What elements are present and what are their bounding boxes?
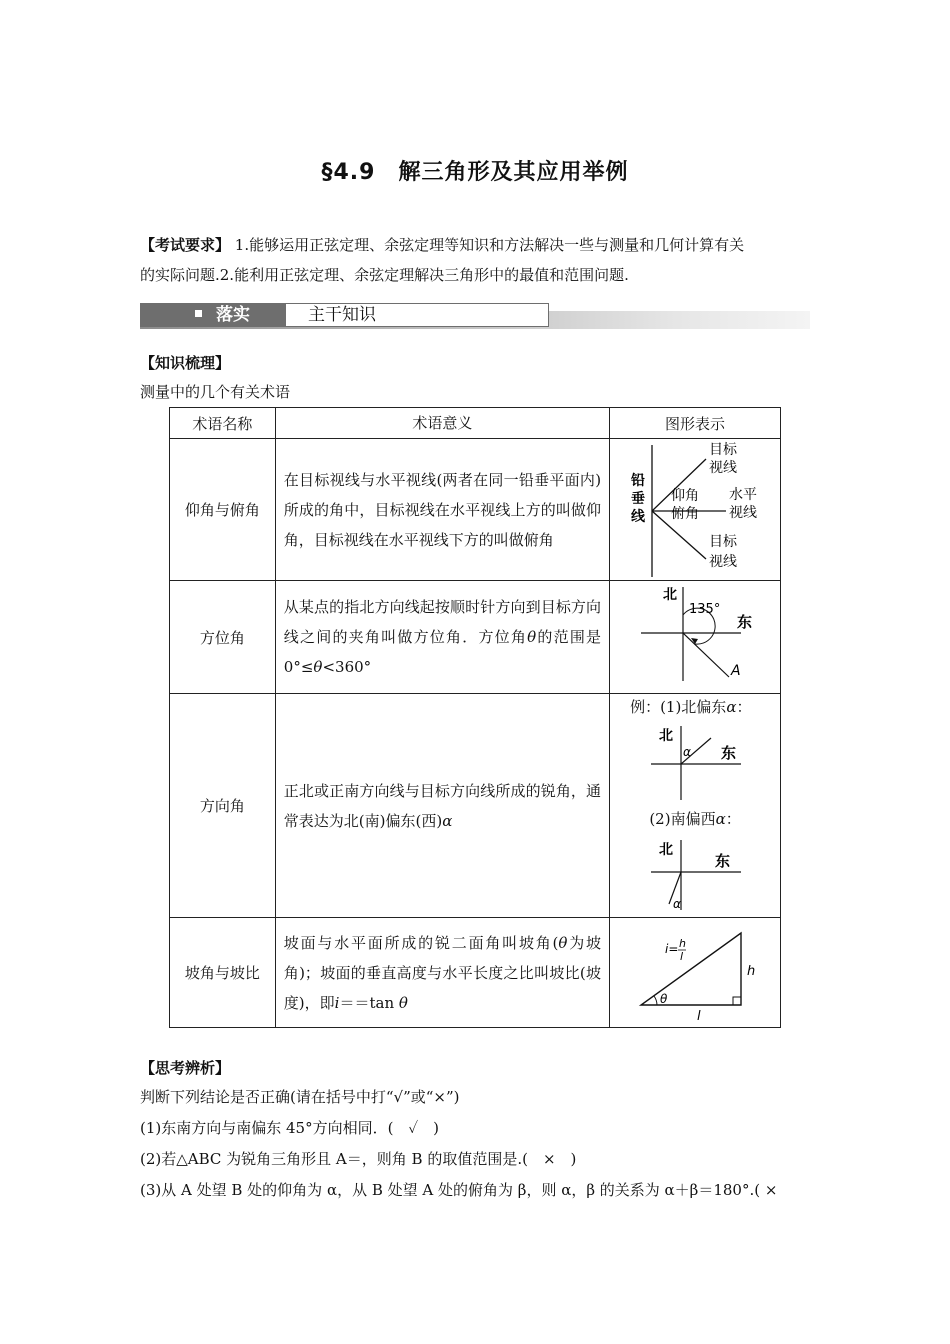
southwest-diagram: [611, 834, 779, 914]
table-header-row: [170, 408, 781, 439]
bracket-close: ): [555, 1150, 577, 1168]
colon-text: ：: [736, 698, 752, 716]
fraction-l: l: [680, 949, 684, 963]
figure-elevation: [610, 439, 781, 581]
term-name: 坡角与坡比: [170, 918, 276, 1028]
target-bottom-1: 目标: [709, 534, 738, 550]
meaning-text: 从某点的指北方向线起按顺时针方向到目标方向线之间的夹角叫做方位角．方位角: [283, 598, 602, 646]
elevation-label: 仰角: [671, 488, 700, 504]
meaning-text: 的范围是 0°≤: [283, 628, 602, 676]
depression-label: 俯角: [671, 506, 700, 522]
table-row: [170, 581, 781, 694]
east-label: 东: [737, 613, 753, 631]
alpha-symbol: α: [715, 810, 726, 828]
l-label: l: [697, 1008, 701, 1023]
term-meaning: [275, 581, 609, 694]
term-meaning: [275, 918, 609, 1028]
i-label: i=: [665, 941, 679, 956]
banner-light-tab: [285, 303, 549, 327]
east-label: 东: [715, 852, 731, 870]
point-a-label: A: [731, 663, 741, 679]
fraction-h: h: [679, 936, 687, 950]
answer-mark: ✓: [408, 1119, 419, 1137]
page-title: §4.9 解三角形及其应用举例: [321, 160, 629, 185]
table-row: [170, 694, 781, 918]
question-text: (1)东南方向与南偏东 45°方向相同．(: [140, 1119, 409, 1137]
answer-mark: ×: [542, 1150, 556, 1168]
plumb-char-1: 铅: [631, 473, 646, 489]
theta-label: θ: [660, 991, 668, 1006]
banner-dark-label: 落实: [216, 305, 250, 325]
header-name: 术语名称: [170, 408, 276, 439]
plumb-char-2: 垂: [631, 491, 646, 507]
meaning-text: <360°: [322, 658, 372, 676]
terms-table: [169, 407, 781, 1028]
requirement-label: 【考试要求】: [140, 236, 231, 254]
answer-mark: ×: [764, 1181, 778, 1199]
north-label: 北: [659, 842, 674, 858]
example1-text: 例：(1)北偏东: [630, 698, 727, 716]
example1-label: [610, 694, 780, 720]
header-meaning: 术语意义: [275, 408, 609, 439]
figure-azimuth: [610, 581, 781, 694]
thinking-intro: 判断下列结论是否正确(请在括号中打“√”或“×”): [140, 1088, 460, 1106]
knowledge-heading: 【知识梳理】: [140, 354, 231, 372]
colon-text: ：: [725, 810, 741, 828]
bracket-close: ): [418, 1119, 440, 1137]
knowledge-intro: 测量中的几个有关术语: [140, 383, 291, 401]
term-meaning: [275, 694, 609, 918]
northeast-diagram: [611, 720, 779, 804]
thinking-heading: 【思考辨析】: [140, 1059, 231, 1077]
angle-label: 135°: [689, 602, 721, 617]
example2-label: [610, 804, 780, 834]
target-top-2: 视线: [709, 460, 738, 476]
target-bottom-2: 视线: [709, 554, 738, 570]
question-text: (2)若△ABC 为锐角三角形且 A＝，则角 B 的取值范围是.(: [140, 1150, 543, 1168]
header-figure: 图形表示: [610, 408, 781, 439]
target-top-1: 目标: [709, 442, 738, 458]
term-name: 仰角与俯角: [170, 439, 276, 581]
list-item: [140, 1179, 777, 1200]
i-symbol: i: [334, 993, 340, 1012]
alpha-label: α: [683, 745, 691, 759]
theta-symbol: θ: [527, 628, 537, 646]
horizontal-1: 水平: [729, 487, 758, 503]
table-row: [170, 918, 781, 1028]
exam-requirement: [140, 230, 812, 290]
meaning-text: 正北或正南方向线与目标方向线所成的锐角，通常表达为北(南)偏东(西): [283, 781, 602, 830]
table-row: [170, 439, 781, 581]
horizontal-2: 视线: [729, 505, 758, 521]
figure-slope: [610, 918, 781, 1028]
meaning-text: ＝＝tan: [339, 993, 395, 1012]
section-banner: [140, 303, 810, 329]
alpha-symbol: α: [442, 811, 453, 830]
term-meaning: 在目标视线与水平视线(两者在同一铅垂平面内)所成的角中，目标视线在水平视线上方的叫做仰角，目标视线在水平视线下方的叫做俯角: [275, 439, 609, 581]
alpha-label: α: [673, 897, 681, 911]
list-item: [140, 1117, 439, 1138]
meaning-text: 为坡角)；坡面的垂直高度与水平长度之比叫坡比(坡度)，即: [283, 933, 602, 1012]
plumb-char-3: 线: [631, 509, 646, 525]
theta-symbol: θ: [558, 933, 568, 952]
azimuth-diagram: [611, 581, 779, 691]
theta-symbol: θ: [313, 658, 323, 676]
h-label: h: [747, 963, 756, 979]
figure-direction: [610, 694, 781, 918]
list-item: [140, 1148, 576, 1169]
slope-diagram: [611, 923, 779, 1023]
east-label: 东: [721, 744, 737, 762]
meaning-text: 坡面与水平面所成的锐二面角叫坡角(: [283, 933, 559, 952]
theta-symbol: θ: [398, 993, 408, 1012]
example2-text: (2)南偏西: [649, 810, 716, 828]
north-label: 北: [659, 728, 674, 744]
alpha-symbol: α: [726, 698, 737, 716]
requirement-text-2: 的实际问题.2.能利用正弦定理、余弦定理解决三角形中的最值和范围问题.: [140, 266, 629, 284]
requirement-text-1: 1.能够运用正弦定理、余弦定理等知识和方法解决一些与测量和几何计算有关: [234, 236, 745, 254]
elevation-diagram: [611, 439, 779, 579]
question-text: (3)从 A 处望 B 处的仰角为 α，从 B 处望 A 处的俯角为 β，则 α，β 的关系为 α＋β＝180°.(: [140, 1181, 761, 1199]
term-name: 方位角: [170, 581, 276, 694]
banner-dark-tab: [140, 303, 285, 327]
square-bullet-icon: [195, 310, 202, 317]
banner-light-label: 主干知识: [308, 305, 376, 325]
north-label: 北: [663, 587, 678, 603]
term-name: 方向角: [170, 694, 276, 918]
